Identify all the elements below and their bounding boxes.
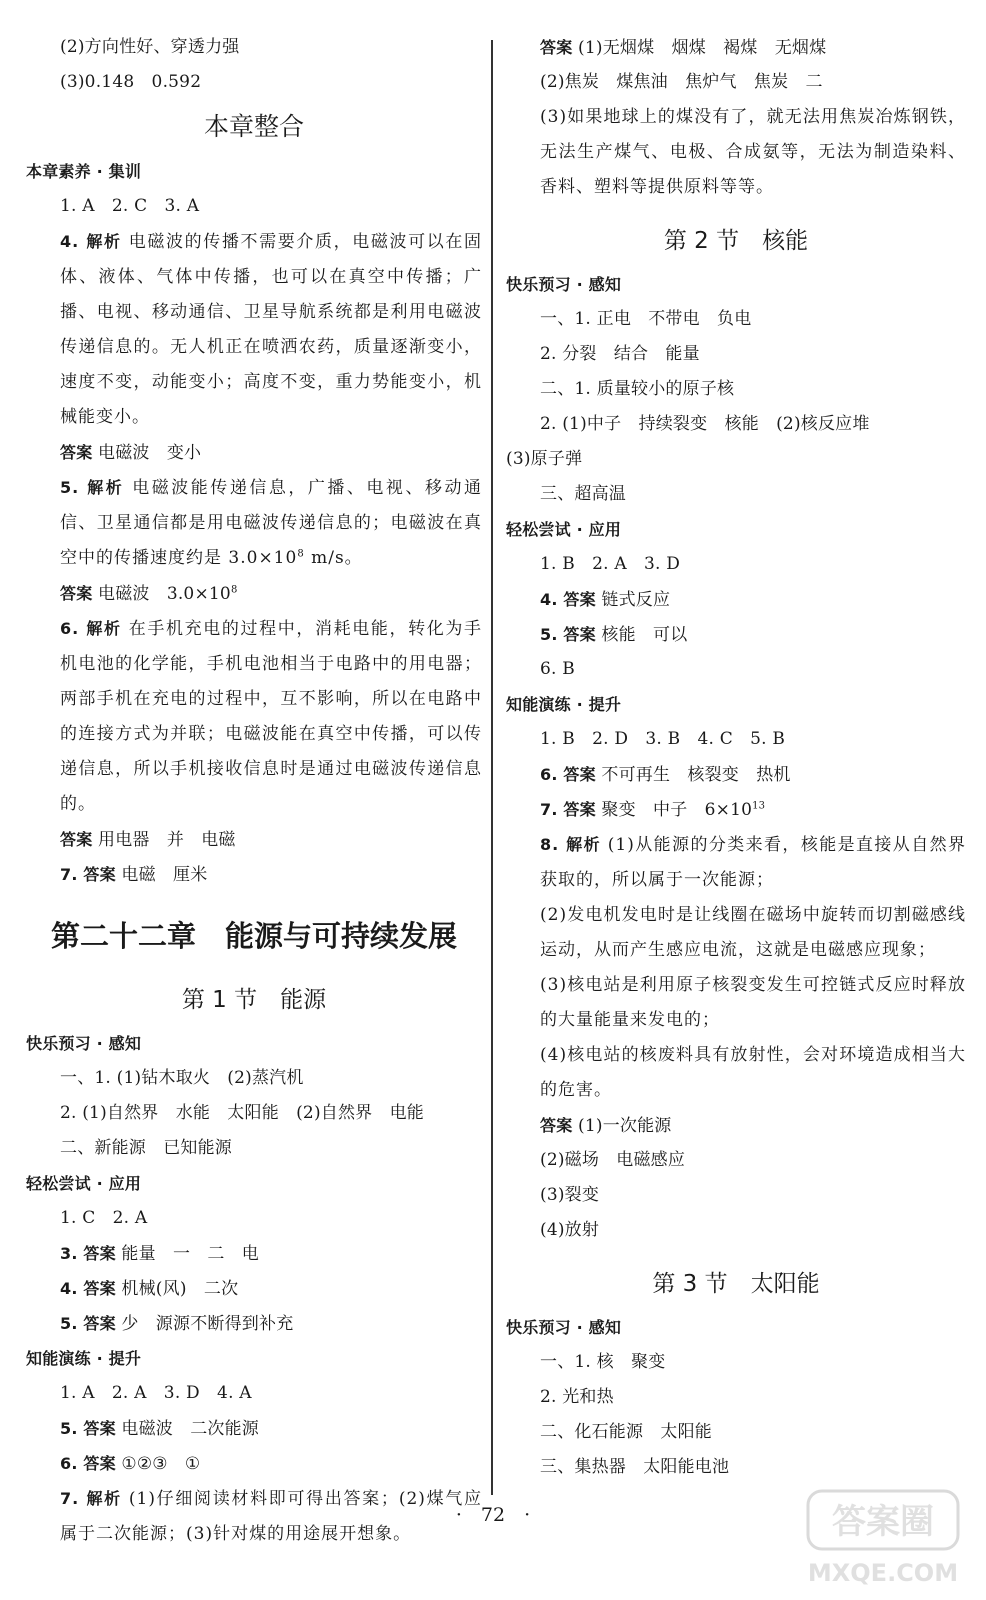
answer-line <box>26 1446 482 1481</box>
section-title: 第 1 节 能源 <box>181 987 327 1013</box>
label: 5. 答案 <box>60 1419 116 1438</box>
text: 电磁波的传播不需要介质，电磁波可以在固体、液体、气体中传播，也可以在真空中传播；广播、电视、移动通信、卫星导航系统都是利用电磁波传递信息的。无人机正在喷洒农药，质量逐渐变小，速度不变，动能变小；高度不变，重力势能变小，机械能变小。 <box>60 232 482 427</box>
superscript: 13 <box>752 800 766 812</box>
label: 答案 <box>60 830 93 849</box>
answer-line: 1. A 2. A 3. D 4. A <box>60 1383 252 1403</box>
watermark-domain: MXQE.COM <box>807 1559 959 1587</box>
answer-line: (2)焦炭 煤焦油 焦炉气 焦炭 二 <box>540 72 823 92</box>
label: 6. 解析 <box>60 619 122 638</box>
text: (1)仔细阅读材料即可得出答案；(2)煤气应属于二次能源；(3)针对煤的用途展开想象。 <box>60 1489 482 1544</box>
answer-line: 2. 光和热 <box>540 1387 614 1407</box>
answer-line <box>506 582 966 617</box>
text: 能量 一 二 电 <box>121 1244 260 1264</box>
label: 5. 答案 <box>60 1314 116 1333</box>
right-column <box>506 30 966 1485</box>
answer-line: (3)原子弹 <box>506 449 583 469</box>
answer-line: (3)裂变 <box>540 1185 600 1205</box>
answer-line: (2)磁场 电磁感应 <box>540 1150 686 1170</box>
label: 答案 <box>60 443 93 462</box>
answer-line <box>26 857 482 892</box>
section-title: 第 2 节 核能 <box>663 228 809 254</box>
answer-line <box>26 1306 482 1341</box>
text: 电磁波能传递信息，广播、电视、移动通信、卫星通信都是用电磁波传递信息的；电磁波在真空中的传播速度约是 3.0×10 <box>60 478 482 568</box>
answer-line <box>26 822 482 857</box>
answer-line <box>26 435 482 470</box>
label: 7. 解析 <box>60 1489 122 1508</box>
label: 6. 答案 <box>60 1454 116 1473</box>
answer-line <box>26 1411 482 1446</box>
answer-line: 二、1. 质量较小的原子核 <box>540 379 735 399</box>
label: 7. 答案 <box>540 800 596 819</box>
text: 电磁 厘米 <box>121 865 208 885</box>
section-header: 轻松尝试 · 应用 <box>26 1174 142 1193</box>
explanation-z8 <box>506 827 966 898</box>
page-number: · 72 · <box>455 1504 531 1526</box>
text: 链式反应 <box>601 590 671 610</box>
label: 5. 解析 <box>60 478 125 497</box>
answer-line: 6. B <box>540 659 575 679</box>
answer-line <box>506 792 966 827</box>
section-header: 快乐预习 · 感知 <box>506 1318 622 1337</box>
label: 答案 <box>60 584 93 603</box>
answer-paragraph: (3)如果地球上的煤没有了，就无法用焦炭冶炼钢铁，无法生产煤气、电极、合成氨等，无法为制造染料、香料、塑料等提供原料等等。 <box>540 107 966 197</box>
label: 7. 答案 <box>60 865 116 884</box>
text: 在手机充电的过程中，消耗电能，转化为手机电池的化学能，手机电池相当于电路中的用电器；两部手机在充电的过程中，互不影响，所以在电路中的连接方式为并联；电磁波能在真空中传播，可以传递信息，所以手机接收信息时是通过电磁波传递信息的。 <box>60 619 482 814</box>
answer-line: 2. 分裂 结合 能量 <box>540 344 700 364</box>
answer-line <box>506 1108 966 1143</box>
label: 8. 解析 <box>540 835 601 854</box>
answer-line <box>506 30 966 65</box>
label: 答案 <box>540 1116 573 1135</box>
section-header: 轻松尝试 · 应用 <box>506 520 622 539</box>
answer-line: (4)放射 <box>540 1220 600 1240</box>
explanation-q5 <box>26 470 482 576</box>
answer-line: 1. B 2. D 3. B 4. C 5. B <box>540 729 786 749</box>
superscript: 8 <box>297 548 305 560</box>
text: (1)无烟煤 烟煤 褐煤 无烟煤 <box>578 38 827 58</box>
answer-line: 1. C 2. A <box>60 1208 148 1228</box>
answer-line: 二、化石能源 太阳能 <box>540 1422 712 1442</box>
section-header: 本章素养 · 集训 <box>26 162 142 181</box>
label: 答案 <box>540 38 573 57</box>
text: 电磁波 3.0×10 <box>98 584 231 604</box>
explanation-q6 <box>26 611 482 822</box>
superscript: 8 <box>230 584 238 596</box>
text: 电磁波 二次能源 <box>121 1419 260 1439</box>
explanation-paragraph: (3)核电站是利用原子核裂变发生可控链式反应时释放的大量能量来发电的； <box>540 975 966 1030</box>
explanation-paragraph: (2)发电机发电时是让线圈在磁场中旋转而切割磁感线运动，从而产生感应电流，这就是电磁感应现象； <box>540 905 966 960</box>
section-header: 知能演练 · 提升 <box>506 695 622 714</box>
section-header: 快乐预习 · 感知 <box>506 275 622 294</box>
label: 4. 答案 <box>60 1279 116 1298</box>
explanation-q4 <box>26 224 482 435</box>
answer-line: (3)0.148 0.592 <box>60 72 202 92</box>
answer-line: 1. A 2. C 3. A <box>60 196 200 216</box>
answer-line <box>26 1271 482 1306</box>
chapter-title: 第二十二章 能源与可持续发展 <box>50 919 457 953</box>
answer-line: 2. (1)自然界 水能 太阳能 (2)自然界 电能 <box>60 1103 424 1123</box>
text: 不可再生 核裂变 热机 <box>601 765 791 785</box>
answer-line: (2)方向性好、穿透力强 <box>60 37 240 57</box>
label: 6. 答案 <box>540 765 596 784</box>
answer-line <box>506 757 966 792</box>
text: 机械(风) 二次 <box>121 1279 239 1299</box>
text: 少 源源不断得到补充 <box>121 1314 294 1334</box>
chapter-review-title: 本章整合 <box>203 112 304 141</box>
answer-line: 一、1. 核 聚变 <box>540 1352 666 1372</box>
explanation-paragraph: (4)核电站的核废料具有放射性，会对环境造成相当大的危害。 <box>540 1045 966 1100</box>
text: 核能 可以 <box>601 625 688 645</box>
answer-line: 1. B 2. A 3. D <box>540 554 681 574</box>
text: 用电器 并 电磁 <box>98 830 236 850</box>
answer-line <box>26 1236 482 1271</box>
text: (1)从能源的分类来看，核能是直接从自然界获取的，所以属于一次能源； <box>540 835 966 890</box>
answer-line: 三、超高温 <box>540 484 626 504</box>
watermark-glyphs: 答案圈 <box>832 1502 934 1542</box>
left-column <box>26 30 482 1552</box>
section-title: 第 3 节 太阳能 <box>652 1271 820 1297</box>
section-header: 知能演练 · 提升 <box>26 1349 142 1368</box>
watermark-logo-icon <box>800 1485 970 1590</box>
label: 3. 答案 <box>60 1244 116 1263</box>
answer-line: 一、1. 正电 不带电 负电 <box>540 309 752 329</box>
text: ①②③ ① <box>121 1454 201 1474</box>
answer-line: 三、集热器 太阳能电池 <box>540 1457 730 1477</box>
label: 4. 解析 <box>60 232 122 251</box>
label: 5. 答案 <box>540 625 596 644</box>
label: 4. 答案 <box>540 590 596 609</box>
text: 聚变 中子 6×10 <box>601 800 753 820</box>
text: (1)一次能源 <box>578 1116 672 1136</box>
answer-line <box>26 576 482 611</box>
answer-line <box>506 617 966 652</box>
text: 电磁波 变小 <box>98 443 202 463</box>
text: m/s。 <box>304 548 363 568</box>
answer-line: 2. (1)中子 持续裂变 核能 (2)核反应堆 <box>540 414 870 434</box>
answer-line: 二、新能源 已知能源 <box>60 1138 232 1158</box>
column-divider <box>491 40 493 1495</box>
section-header: 快乐预习 · 感知 <box>26 1034 142 1053</box>
answer-line: 一、1. (1)钻木取火 (2)蒸汽机 <box>60 1068 304 1088</box>
